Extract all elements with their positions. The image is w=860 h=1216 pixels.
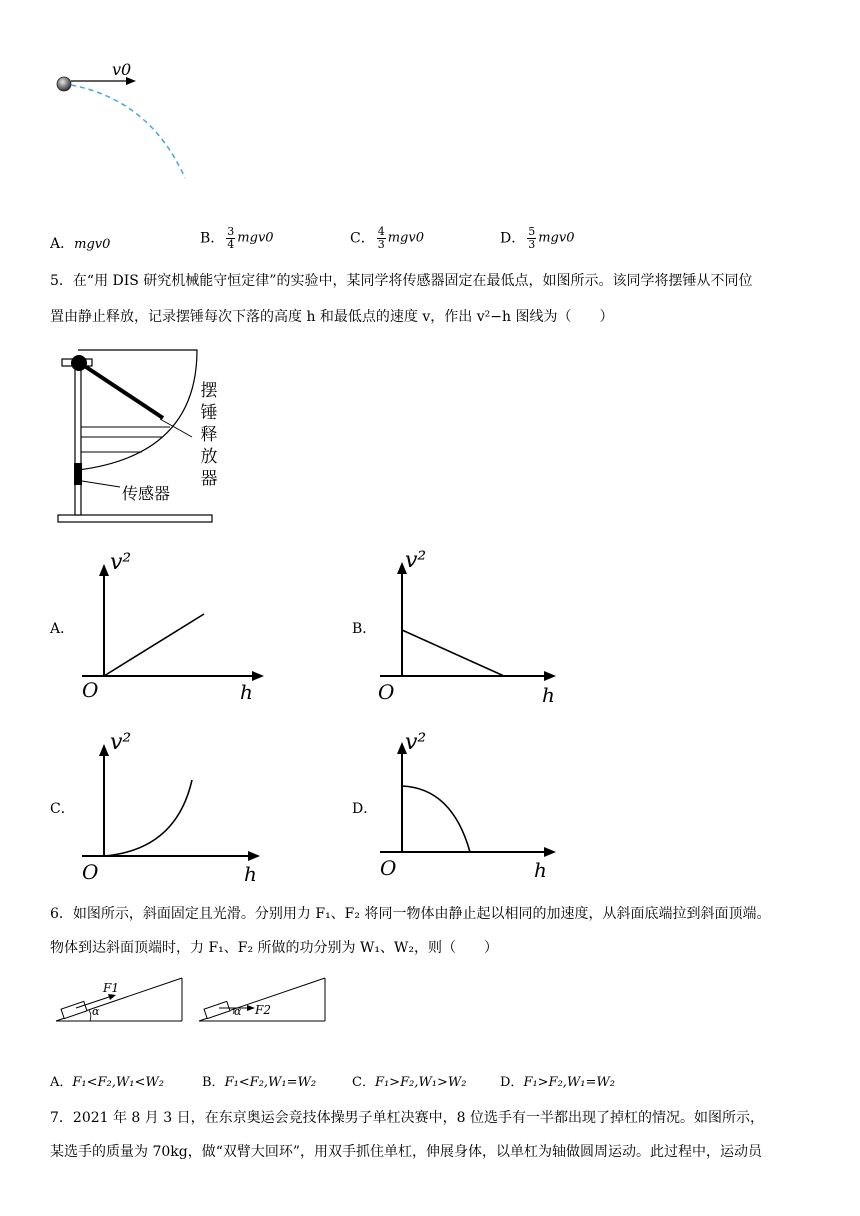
alpha-label-1: α — [92, 1005, 100, 1018]
graph-c-origin: O — [82, 860, 99, 884]
q4-option-c: C． $\frac{4}{3}$ mgv0 — [350, 225, 424, 251]
q4-option-a: A．mgv0 — [50, 236, 111, 252]
ball — [57, 77, 71, 91]
graph-c-ylabel: v² — [110, 730, 132, 755]
graph-d-curve — [402, 786, 470, 852]
v0-label: v0 — [112, 60, 132, 79]
alpha-label-2: α — [234, 1005, 242, 1018]
graph-d-xlabel: h — [534, 858, 547, 882]
sensor-label: 传感器 — [122, 484, 171, 503]
incline-figure-1 — [54, 975, 189, 1025]
graph-d-ylabel: v² — [405, 730, 427, 755]
q5-option-b-letter: B． — [352, 621, 377, 637]
graph-a-curve — [104, 614, 204, 676]
q6-option-b: B．F₁<F₂,W₁=W₂ — [202, 1075, 317, 1090]
graph-c-xlabel: h — [244, 862, 257, 886]
q7-stem-line1: 7．2021 年 8 月 3 日，在东京奥运会竞技体操男子单杠决赛中，8 位选手有一半都出现了掉杠的情况。如图所示， — [50, 1110, 764, 1126]
incline-figure-2 — [197, 975, 332, 1025]
q6-stem-line1: 6．如图所示，斜面固定且光滑。分别用力 F₁、F₂ 将同一物体由静止起以相同的加速度，从斜面底端拉到斜面顶端。 — [50, 906, 771, 922]
graph-a-origin: O — [82, 678, 99, 702]
q4-option-b: B． $\frac{3}{4}$ mgv0 — [200, 225, 274, 251]
q5-option-c-letter: C． — [50, 801, 75, 817]
q6-option-a: A．F₁<F₂,W₁<W₂ — [50, 1075, 164, 1090]
graph-a-ylabel: v² — [110, 550, 132, 575]
q6-option-d: D．F₁>F₂,W₁=W₂ — [500, 1075, 615, 1090]
f1-label: F1 — [103, 981, 119, 995]
graph-d-origin: O — [380, 856, 397, 880]
q6-stem-line2: 物体到达斜面顶端时，力 F₁、F₂ 所做的功分别为 W₁、W₂，则（ ） — [50, 940, 499, 956]
graph-b-ylabel: v² — [405, 548, 427, 573]
release-device-label: 摆 锤 释 放 器 — [200, 381, 218, 489]
q5-option-d-letter: D． — [352, 801, 378, 817]
q7-stem-line2: 某选手的质量为 70kg，做“双臂大回环”，用双手抓住单杠，伸展身体，以单杠为轴做圆周运动。此过程中，运动员 — [50, 1144, 763, 1160]
q5-stem-line2: 置由静止释放，记录摆锤每次下落的高度 h 和最低点的速度 v，作出 v²−h 图线为（ ） — [50, 309, 614, 325]
q4-option-d: D． $\frac{5}{3}$ mgv0 — [500, 225, 575, 251]
graph-b-origin: O — [378, 680, 395, 704]
graph-b-curve — [402, 630, 504, 676]
q5-option-a-letter: A． — [50, 621, 75, 637]
graph-b-xlabel: h — [542, 683, 555, 707]
q6-option-c: C．F₁>F₂,W₁>W₂ — [352, 1075, 467, 1090]
graph-a-xlabel: h — [240, 680, 253, 704]
graph-c-curve — [104, 780, 192, 856]
q5-stem-line1: 5．在“用 DIS 研究机械能守恒定律”的实验中，某同学将传感器固定在最低点，如图所示。该同学将摆锤从不同位 — [50, 273, 753, 289]
trajectory-curve — [71, 85, 185, 178]
f2-label: F2 — [255, 1003, 271, 1017]
